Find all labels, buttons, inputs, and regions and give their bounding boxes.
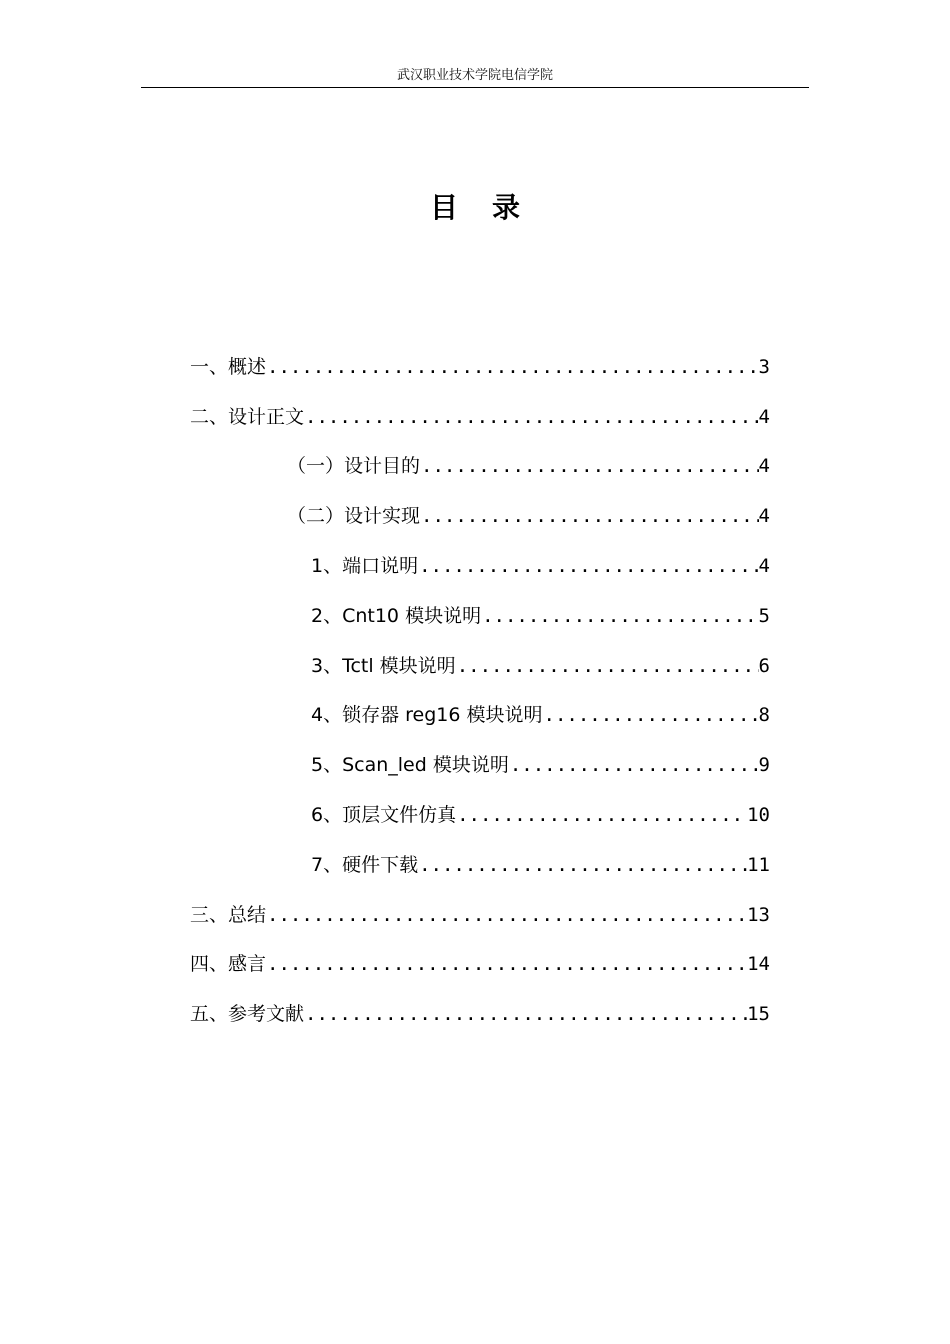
toc-entry-scan-led-module[interactable] — [0, 740, 950, 790]
toc-entry-label: 一、概述 — [190, 355, 267, 378]
toc-entry-label: 1、端口说明 — [311, 555, 419, 578]
header-rule — [141, 87, 809, 88]
toc-page-number: 5 — [758, 604, 770, 627]
toc-dot-leader — [421, 503, 759, 529]
toc-page-number: 13 — [747, 903, 770, 926]
toc-page-number: 6 — [758, 654, 770, 677]
toc-entry-label: 2、Cnt10 模块说明 — [311, 604, 482, 627]
toc-entry-design-body[interactable] — [0, 392, 950, 442]
toc-entry-label: 三、总结 — [190, 903, 267, 926]
toc-entry-hardware-download[interactable] — [0, 840, 950, 890]
toc-title: 目录 — [429, 191, 554, 224]
toc-page-number: 3 — [758, 355, 770, 378]
toc-entry-label: 7、硬件下载 — [311, 853, 419, 876]
toc-dot-leader — [419, 852, 747, 878]
toc-entry-label: 4、锁存器 reg16 模块说明 — [311, 704, 543, 727]
toc-entry-reg16-module[interactable] — [0, 691, 950, 741]
toc-entry-reflections[interactable] — [0, 940, 950, 990]
toc-list — [0, 342, 950, 1039]
toc-entry-label: 6、顶层文件仿真 — [311, 804, 457, 827]
toc-entry-label: 5、Scan_led 模块说明 — [311, 754, 509, 777]
toc-entry-cnt10-module[interactable] — [0, 591, 950, 641]
toc-entry-summary[interactable] — [0, 890, 950, 940]
toc-dot-leader — [267, 902, 747, 928]
toc-entry-design-purpose[interactable] — [0, 442, 950, 492]
toc-dot-leader — [419, 553, 758, 579]
toc-entry-label: （一）设计目的 — [287, 455, 421, 478]
toc-dot-leader — [305, 404, 759, 430]
toc-page-number: 4 — [758, 555, 770, 578]
toc-entry-label: （二）设计实现 — [287, 505, 421, 528]
toc-entry-label: 五、参考文献 — [190, 1003, 305, 1026]
toc-page-number: 14 — [747, 953, 770, 976]
toc-entry-port-description[interactable] — [0, 541, 950, 591]
toc-dot-leader — [267, 354, 759, 380]
toc-page-number: 10 — [747, 804, 770, 827]
toc-dot-leader — [544, 702, 759, 728]
toc-dot-leader — [267, 951, 747, 977]
toc-page-number: 11 — [747, 853, 770, 876]
toc-page-number: 8 — [758, 704, 770, 727]
toc-dot-leader — [457, 802, 747, 828]
toc-dot-leader — [421, 453, 759, 479]
toc-entry-tctl-module[interactable] — [0, 641, 950, 691]
toc-dot-leader — [482, 603, 758, 629]
toc-dot-leader — [510, 752, 759, 778]
toc-page-number: 4 — [758, 455, 770, 478]
toc-entry-design-implementation[interactable] — [0, 491, 950, 541]
toc-entry-label: 四、感言 — [190, 953, 267, 976]
toc-entry-overview[interactable] — [0, 342, 950, 392]
toc-dot-leader — [457, 653, 759, 679]
toc-dot-leader — [305, 1001, 747, 1027]
toc-entry-label: 二、设计正文 — [190, 405, 305, 428]
toc-page-number: 4 — [758, 405, 770, 428]
toc-page-number: 4 — [758, 505, 770, 528]
toc-entry-references[interactable] — [0, 989, 950, 1039]
toc-entry-top-level-simulation[interactable] — [0, 790, 950, 840]
toc-page-number: 9 — [758, 754, 770, 777]
toc-entry-label: 3、Tctl 模块说明 — [311, 654, 456, 677]
page-header: 武汉职业技术学院电信学院 — [396, 68, 553, 83]
toc-page-number: 15 — [747, 1003, 770, 1026]
